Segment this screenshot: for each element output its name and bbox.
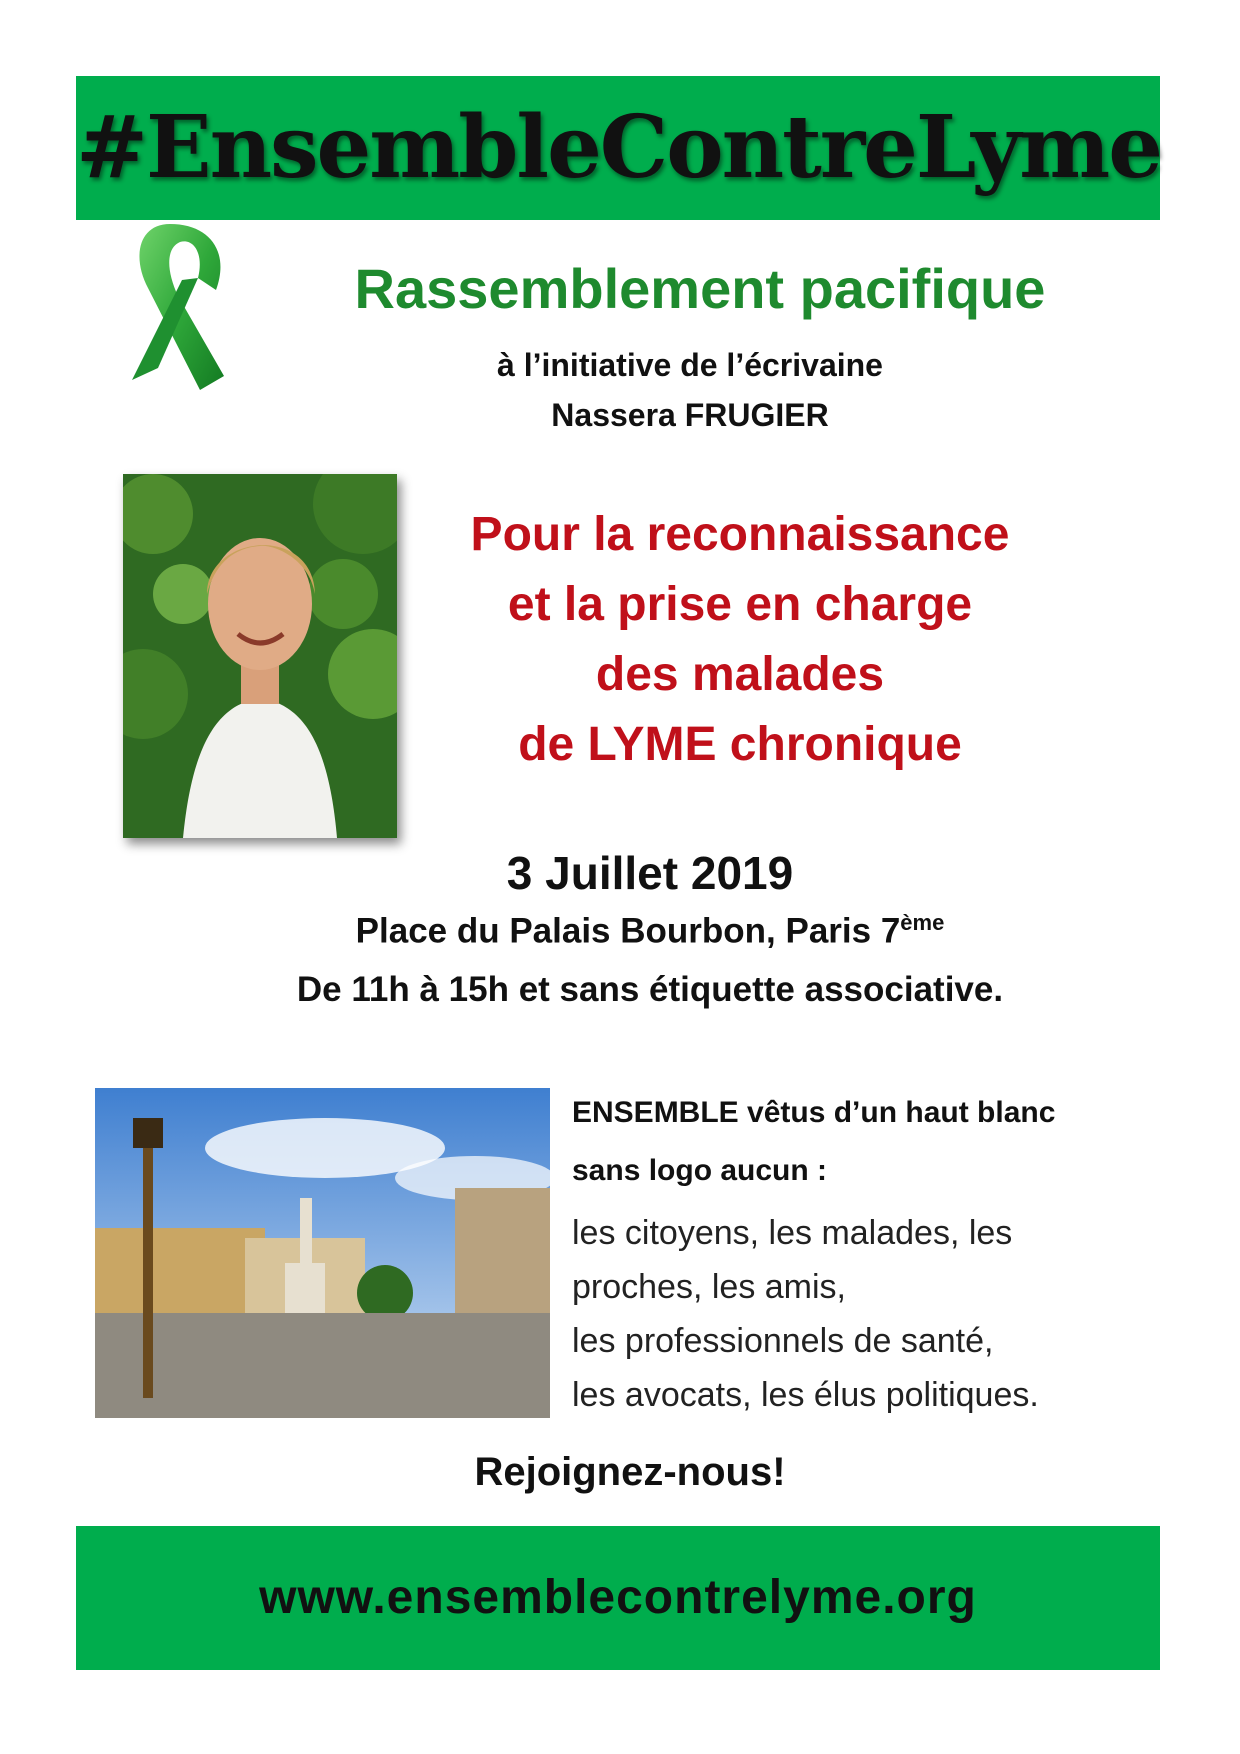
cause-line: des malades bbox=[595, 648, 885, 701]
cause-line: Pour la reconnaissance bbox=[470, 508, 1010, 561]
top-banner bbox=[76, 76, 1160, 220]
audience-line: les citoyens, les malades, les bbox=[572, 1214, 1013, 1252]
audience-line: proches, les amis, bbox=[572, 1268, 846, 1306]
place-superscript: ème bbox=[900, 910, 945, 935]
awareness-ribbon-icon bbox=[118, 218, 258, 398]
cause-line: et la prise en charge bbox=[507, 578, 973, 631]
event-hours: De 11h à 15h et sans étiquette associative. bbox=[296, 970, 1004, 1009]
dresscode bbox=[572, 1084, 1132, 1200]
dresscode-line: sans logo aucun : bbox=[572, 1154, 828, 1187]
palais-bourbon-photo bbox=[95, 1088, 550, 1418]
event-place bbox=[180, 910, 1120, 952]
organizer-name: Nassera FRUGIER bbox=[551, 397, 829, 433]
bottom-banner bbox=[76, 1526, 1160, 1670]
audience-list bbox=[572, 1206, 1132, 1422]
organizer-portrait bbox=[123, 474, 397, 838]
hashtag-title: #EnsembleContreLyme bbox=[76, 97, 1161, 198]
place-text: Place du Palais Bourbon, Paris 7 bbox=[355, 911, 901, 951]
audience-line: les avocats, les élus politiques. bbox=[572, 1376, 1039, 1414]
cause-line: de LYME chronique bbox=[518, 718, 962, 771]
initiative-block bbox=[400, 340, 980, 440]
audience-line: les professionnels de santé, bbox=[572, 1322, 994, 1360]
dresscode-line: ENSEMBLE vêtus d’un haut blanc bbox=[572, 1096, 1056, 1129]
event-headline: Rassemblement pacifique bbox=[354, 257, 1046, 320]
initiative-line: à l’initiative de l’écrivaine bbox=[497, 347, 883, 383]
cause-statement bbox=[420, 500, 1060, 780]
website-url: www.ensemblecontrelyme.org bbox=[259, 1571, 977, 1624]
call-to-action: Rejoignez-nous! bbox=[474, 1450, 786, 1494]
event-date: 3 Juillet 2019 bbox=[506, 847, 794, 899]
